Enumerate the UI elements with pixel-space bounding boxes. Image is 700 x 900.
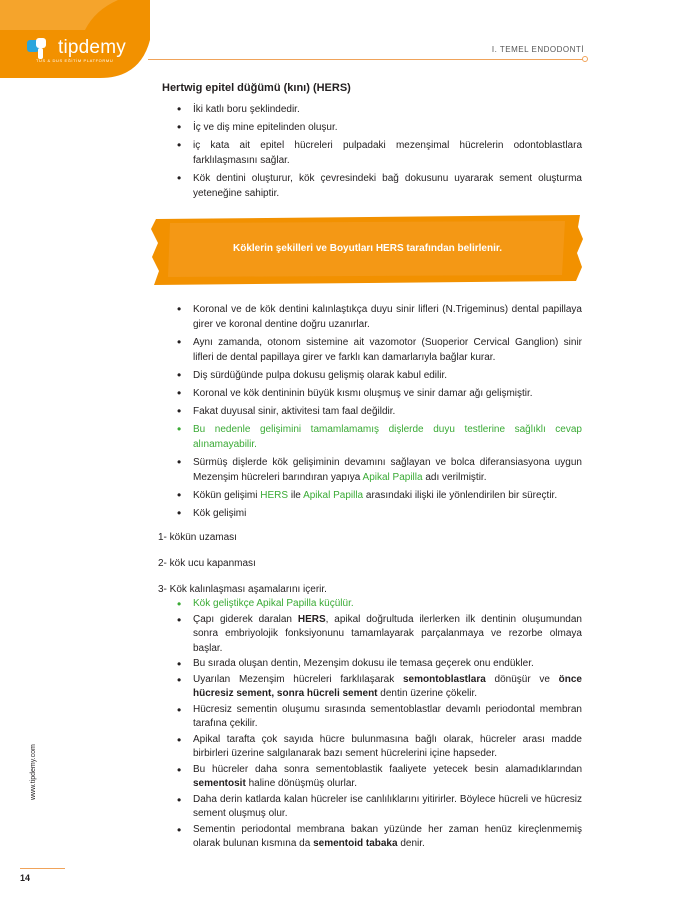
list-item: • Diş sürdüğünde pulpa dokusu gelişmiş olarak kabul edilir. xyxy=(162,368,582,383)
chapter-title: I. TEMEL ENDODONTİ xyxy=(491,45,584,54)
list-item: • Kök gelişimi xyxy=(162,506,582,521)
hers-list xyxy=(162,102,582,201)
list-item: • Bu sırada oluşan dentin, Mezenşim dokusu ile temasa geçerek onu endükler. xyxy=(162,657,582,672)
list-item: • Hücresiz sementin oluşumu sırasında sementoblastlar devamlı periodontal membran tarafına çekilir. xyxy=(162,703,582,732)
apikal-papilla-term: Apikal Papilla xyxy=(362,472,423,483)
logo-tagline: TUS & DUS EĞİTİM PLATFORMU xyxy=(36,58,114,63)
list-item: • iç kata ait epitel hücreleri pulpadaki mezenşimal hücrelerin odontoblastlara farklılaşmasını sağlar. xyxy=(162,138,582,168)
list-item: • Koronal ve de kök dentini kalınlaştıkça duyu sinir lifleri (N.Trigeminus) dental papillaya girer ve koronal dentine doğru uzanırlar. xyxy=(162,302,582,332)
page-number: 14 xyxy=(20,873,31,883)
section-title: Hertwig epitel düğümü (kını) (HERS) xyxy=(162,82,351,94)
list-item: • Fakat duyusal sinir, aktivitesi tam faal değildir. xyxy=(162,404,582,419)
step-1: 1- kökün uzaması xyxy=(158,532,237,543)
list-item: • Sürmüş dişlerde kök gelişiminin devamını sağlayan ve bolca diferansiasyona uygun Mezenşim hücreleri barındıran yapıya Apikal Papilla adı verilmiştir. xyxy=(162,455,582,485)
header-divider-dot xyxy=(582,56,588,62)
header-divider xyxy=(148,59,583,60)
list-item: • Aynı zamanda, otonom sistemine ait vazomotor (Suoperior Cervical Ganglion) sinir lifleri de dental papillaya girer ve farklı kan damarlarıyla bağlar kurar. xyxy=(162,335,582,365)
list-item: • Koronal ve kök dentininin büyük kısmı oluşmuş ve sinir damar ağı gelişmiştir. xyxy=(162,386,582,401)
hers-term: HERS xyxy=(260,490,289,501)
list-item: • İç ve diş mine epitelinden oluşur. xyxy=(162,120,582,135)
pulp-list xyxy=(162,302,582,521)
list-item: • Çapı giderek daralan HERS, apikal doğrultuda ilerlerken ilk dentinin oluşumundan sonra embriyolojik fonksiyonunu tamamlayarak parçalanmaya ve rezorbe olmaya başlar. xyxy=(162,613,582,657)
list-item: • Uyarılan Mezenşim hücreleri farklılaşarak semontoblastlara dönüşür ve önce hücresiz sement, sonra hücreli sement dentin üzerine çökelir. xyxy=(162,673,582,702)
logo-text: tipdemy xyxy=(58,37,126,58)
list-item: • Sementin periodontal membrana bakan yüzünde her zaman henüz kireçlenmemiş olarak bulunan kısmına da sementoid tabaka denir. xyxy=(162,823,582,852)
list-item: • Kökün gelişimi HERS ile Apikal Papilla arasındaki ilişki ile yönlendirilen bir süreçtir. xyxy=(162,488,582,503)
list-item: • İki katlı boru şeklindedir. xyxy=(162,102,582,117)
main-content xyxy=(158,78,582,853)
apikal-papilla-term: Apikal Papilla xyxy=(303,490,364,501)
tipdemy-logo[interactable] xyxy=(27,38,126,60)
logo-mark-icon xyxy=(27,38,55,60)
website-url[interactable]: www.tipdemy.com xyxy=(30,744,37,800)
list-item-highlight: • Bu nedenle gelişimini tamamlamamış dişlerde duyu testlerine sağlıklı cevap alınamayabilir. xyxy=(162,422,582,452)
banner-spacer xyxy=(162,204,582,302)
step-3: 3- Kök kalınlaşması aşamalarını içerir. xyxy=(158,584,327,595)
list-item: • Bu hücreler daha sonra sementoblastik faaliyete yetecek besin alamadıklarından sementosit haline dönüşmüş olurlar. xyxy=(162,763,582,792)
list-item-highlight: • Kök geliştikçe Apikal Papilla küçülür. xyxy=(162,597,582,612)
list-item: • Kök dentini oluşturur, kök çevresindeki bağ dokusunu uyararak sement oluşturma yeteneğine sahiptir. xyxy=(162,171,582,201)
banner-text: Köklerin şekilleri ve Boyutları HERS tarafından belirlenir. xyxy=(233,243,502,254)
step-2: 2- kök ucu kapanması xyxy=(158,558,256,569)
list-item: • Daha derin katlarda kalan hücreler ise canlılıklarını yitirirler. Böylece hücreli ve hücresiz sement oluşmuş olur. xyxy=(162,793,582,822)
list-item: • Apikal tarafta çok sayıda hücre bulunmasına bağlı olarak, hücreler arası madde birbirleri üzerine salgılanarak bazı sement hücrelerini içine hapseder. xyxy=(162,733,582,762)
footer-divider xyxy=(20,868,65,869)
root-development-list xyxy=(162,597,582,852)
